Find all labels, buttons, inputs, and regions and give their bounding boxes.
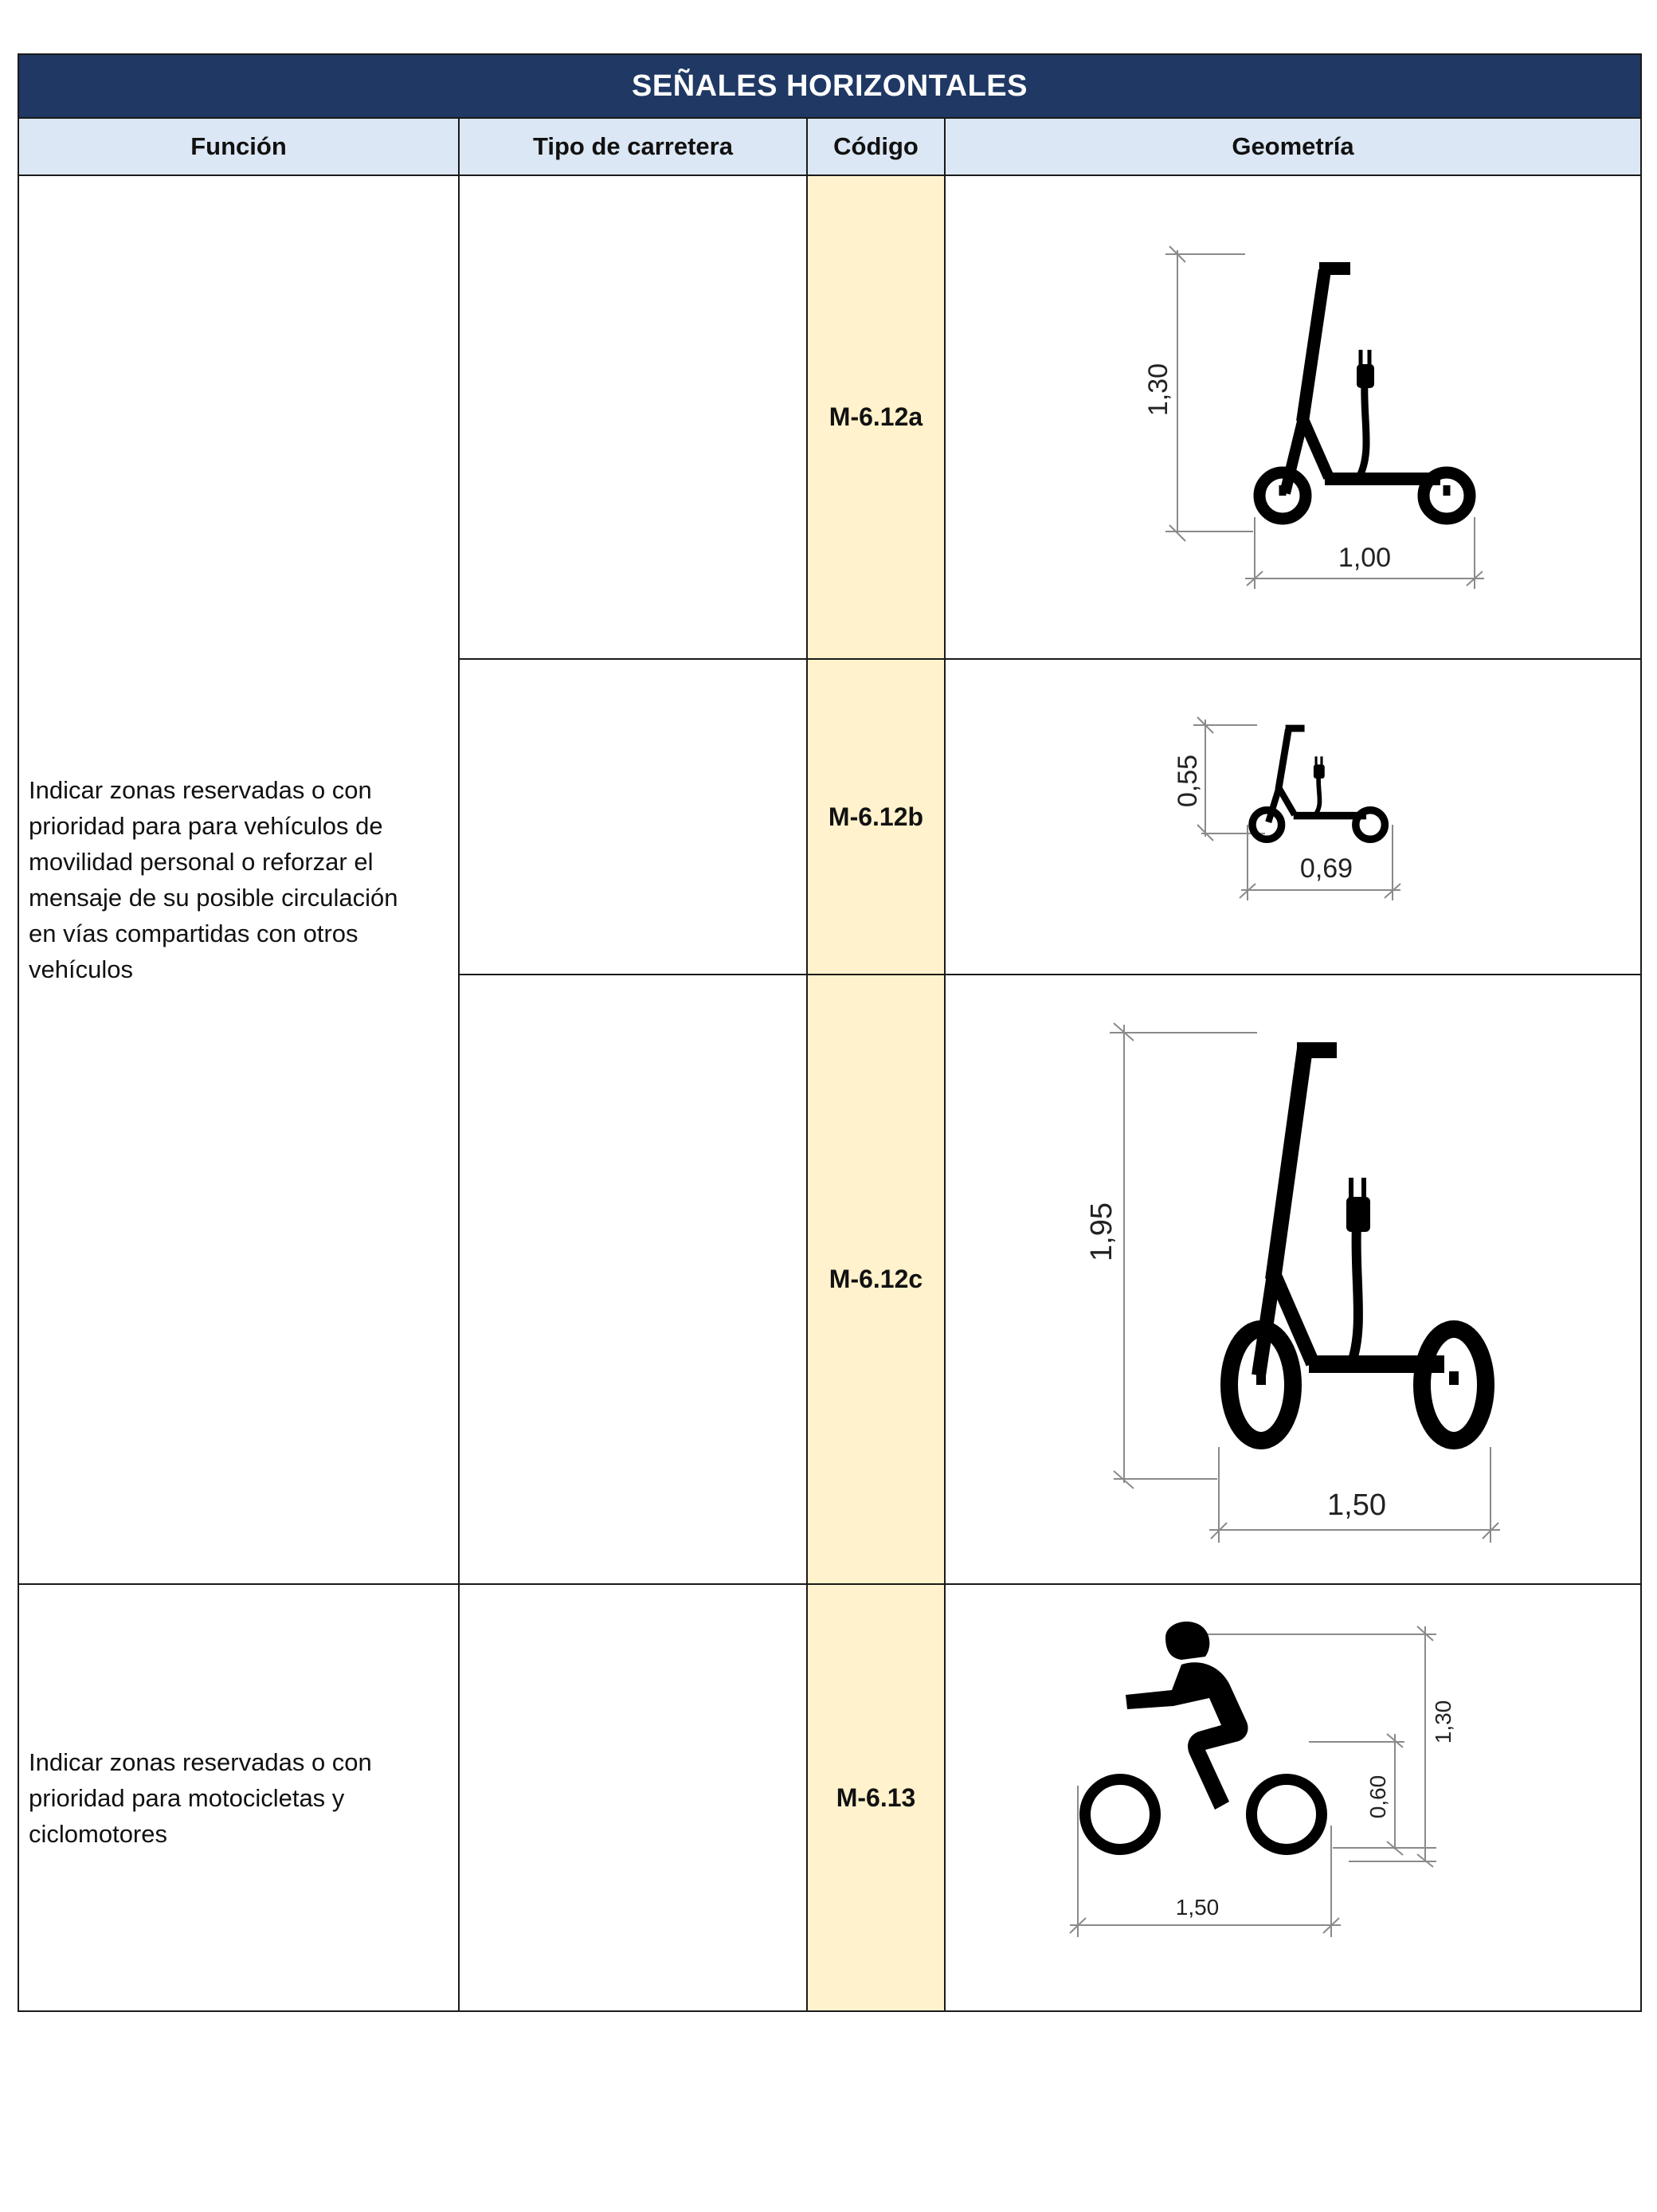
function-line: en vías compartidas con otros (29, 920, 358, 947)
table-row (18, 175, 1641, 659)
function-line: Indicar zonas reservadas o con (29, 1747, 372, 1776)
horizontal-signs-table (18, 53, 1642, 2012)
header-code: Código (807, 118, 945, 175)
function-description-motorcycles (18, 1584, 459, 2011)
code-cell: M-6.13 (807, 1584, 945, 2011)
scooter-icon (1173, 713, 1408, 920)
function-line: prioridad para para vehículos de (29, 812, 383, 840)
height-dimension-label: 0,55 (1173, 754, 1203, 808)
geometry-cell (945, 659, 1641, 975)
width-dimension-label: 0,69 (1299, 853, 1353, 884)
geometry-cell (945, 175, 1641, 659)
function-line: Indicar zonas reservadas o con (29, 776, 372, 804)
motorcycle-icon (1070, 1618, 1516, 1977)
table-row (18, 1584, 1641, 2011)
road-type-cell (459, 659, 807, 975)
function-line: ciclomotores (29, 1819, 167, 1848)
scooter-icon (1070, 1017, 1516, 1543)
code-cell: M-6.12a (807, 175, 945, 659)
height-dimension-label: 1,95 (1085, 1202, 1118, 1261)
function-line: prioridad para motocicletas y (29, 1783, 345, 1812)
road-type-cell (459, 1584, 807, 2011)
geometry-cell (945, 975, 1641, 1584)
road-type-cell (459, 975, 807, 1584)
function-line: movilidad personal o reforzar el (29, 848, 374, 876)
wheel-height-dimension-label: 0,60 (1365, 1775, 1390, 1819)
function-line: mensaje de su posible circulación (29, 884, 398, 912)
header-function: Función (18, 118, 459, 175)
road-type-cell (459, 175, 807, 659)
scooter-icon (1118, 238, 1468, 597)
geometry-cell (945, 1584, 1641, 2011)
width-dimension-label: 1,50 (1175, 1895, 1220, 1920)
height-dimension-label: 1,30 (1143, 363, 1173, 416)
width-dimension-label: 1,00 (1338, 542, 1392, 573)
code-cell: M-6.12b (807, 659, 945, 975)
function-line: vehículos (29, 955, 133, 983)
code-cell: M-6.12c (807, 975, 945, 1584)
header-road-type: Tipo de carretera (459, 118, 807, 175)
table-title: SEÑALES HORIZONTALES (18, 54, 1641, 118)
height-dimension-label: 1,30 (1431, 1700, 1455, 1744)
width-dimension-label: 1,50 (1327, 1488, 1386, 1522)
header-geometry: Geometría (945, 118, 1641, 175)
function-description-pmv (18, 175, 459, 1584)
